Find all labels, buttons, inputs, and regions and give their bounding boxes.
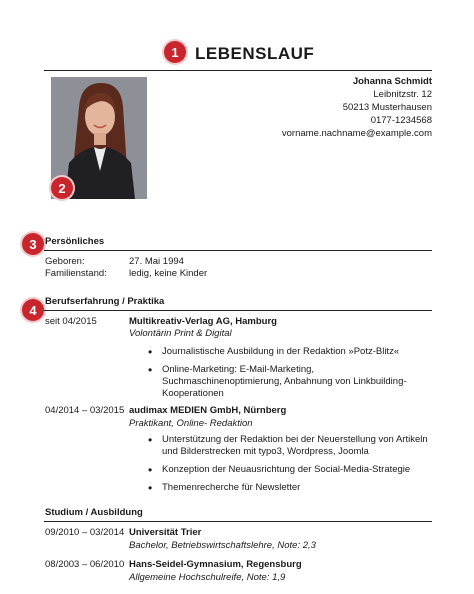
contact-block: [282, 75, 432, 140]
education-1-school: Universität Trier: [129, 527, 202, 538]
education-rule: [44, 521, 432, 522]
education-2-school: Hans-Seidel-Gymnasium, Regensburg: [129, 559, 302, 570]
experience-1-bullets: [148, 346, 433, 406]
experience-2-bullets: [148, 434, 438, 500]
list-item: • Online-Marketing: E-Mail-Marketing, Suchmaschinenoptimierung, Anbahnung von Linkbuilding-Kooperationen: [148, 364, 433, 400]
experience-2-employer: audimax MEDIEN GmbH, Nürnberg: [129, 405, 287, 416]
list-item: • Unterstützung der Redaktion bei der Neuerstellung von Artikeln und Bilderstrecken mit typo3, Wordpress, Joomla: [148, 434, 438, 458]
contact-name: Johanna Schmidt: [352, 76, 432, 87]
contact-street: Leibnitzstr. 12: [373, 89, 432, 100]
personal-rule: [44, 250, 432, 251]
education-2-date: 08/2003 – 06/2010: [45, 559, 125, 570]
personal-label-status: Familienstand:: [45, 268, 107, 279]
education-2-detail: Allgemeine Hochschulreife, Note: 1,9: [129, 572, 286, 583]
education-heading: Studium / Ausbildung: [45, 507, 143, 518]
experience-rule: [44, 310, 432, 311]
list-item: • Themenrecherche für Newsletter: [148, 482, 438, 494]
education-1-date: 09/2010 – 03/2014: [45, 527, 125, 538]
personal-heading: Persönliches: [45, 236, 105, 247]
contact-phone: 0177-1234568: [370, 115, 432, 126]
list-item: • Konzeption der Neuausrichtung der Social-Media-Strategie: [148, 464, 438, 476]
title-rule: [44, 70, 432, 71]
contact-city: 50213 Musterhausen: [342, 102, 432, 113]
experience-1-role: Volontärin Print & Digital: [129, 328, 232, 339]
experience-2-role: Praktikant, Online- Redaktion: [129, 418, 253, 429]
experience-heading: Berufserfahrung / Praktika: [45, 296, 165, 307]
list-item: • Journalistische Ausbildung in der Redaktion »Potz-Blitz«: [148, 346, 433, 358]
personal-value-status: ledig, keine Kinder: [129, 268, 208, 279]
experience-1-employer: Multikreativ-Verlag AG, Hamburg: [129, 316, 277, 327]
education-1-detail: Bachelor, Betriebswirtschaftslehre, Note: 2,3: [129, 540, 316, 551]
document-title: LEBENSLAUF: [195, 44, 315, 63]
experience-1-date: seit 04/2015: [45, 316, 97, 327]
experience-2-date: 04/2014 – 03/2015: [45, 405, 125, 416]
contact-email: vorname.nachname@example.com: [281, 128, 432, 139]
personal-value-born: 27. Mai 1994: [129, 256, 184, 267]
personal-label-born: Geboren:: [45, 256, 85, 267]
marker-4: 4: [22, 299, 44, 321]
marker-2: 2: [51, 177, 73, 199]
marker-1: 1: [164, 41, 186, 63]
marker-3: 3: [22, 233, 44, 255]
